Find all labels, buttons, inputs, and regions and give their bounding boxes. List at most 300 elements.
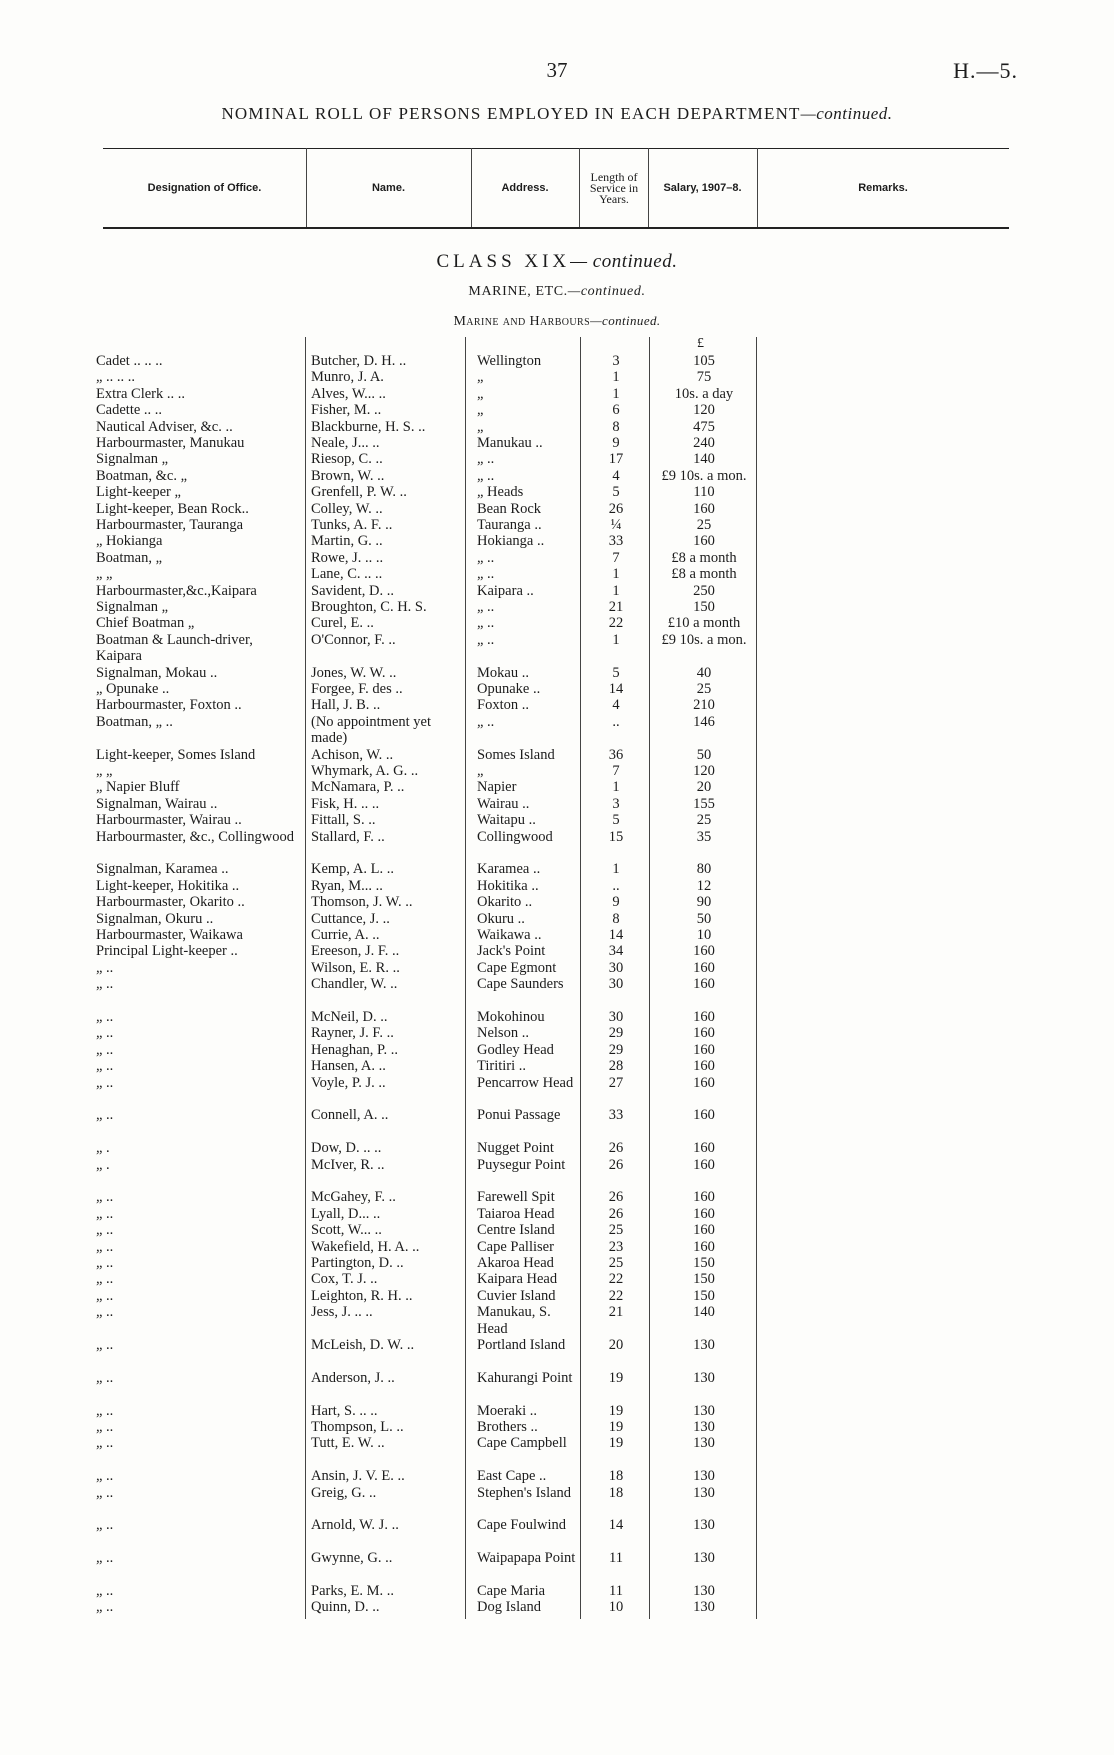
salary-cell: £10 a month bbox=[667, 615, 741, 632]
salary-cell: 160 bbox=[693, 1074, 715, 1091]
address-cell: Waikawa .. bbox=[477, 927, 542, 943]
address-cell: „ .. bbox=[477, 549, 495, 566]
years-cell: ¼ bbox=[610, 517, 622, 533]
address-cell: Waipapapa Point bbox=[477, 1550, 576, 1567]
salary-cell: 160 bbox=[693, 959, 715, 976]
name-cell: Dow, D. .. .. bbox=[311, 1140, 382, 1157]
salary-cell: 160 bbox=[693, 1107, 715, 1124]
salary-cell: 20 bbox=[696, 779, 712, 796]
name-cell: Anderson, J. .. bbox=[311, 1369, 395, 1386]
years-cell: 1 bbox=[612, 566, 620, 583]
salary-cell: 130 bbox=[693, 1369, 715, 1386]
name-cell: McNeil, D. .. bbox=[311, 1009, 388, 1025]
salary-cell: 160 bbox=[693, 1238, 715, 1255]
designation-cell: „ .. bbox=[96, 976, 114, 993]
years-cell: 20 bbox=[608, 1337, 624, 1353]
address-cell: Kaipara Head bbox=[477, 1271, 558, 1288]
designation-cell: „ .. bbox=[96, 1238, 114, 1255]
years-cell: 15 bbox=[608, 828, 624, 845]
page-title-suffix: —continued. bbox=[800, 104, 893, 123]
years-cell: 11 bbox=[609, 1550, 623, 1567]
years-cell: 21 bbox=[608, 599, 624, 615]
designation-cell: Signalman „ bbox=[96, 599, 169, 615]
address-cell: Portland Island bbox=[477, 1337, 566, 1353]
name-cell: Fisher, M. .. bbox=[311, 402, 382, 419]
years-cell: 3 bbox=[612, 795, 620, 812]
designation-cell: „ .. bbox=[96, 1550, 114, 1567]
section-subtitle bbox=[0, 284, 1114, 300]
name-cell: Hart, S. .. .. bbox=[311, 1402, 378, 1419]
salary-cell: 130 bbox=[693, 1468, 715, 1485]
salary-cell: 140 bbox=[693, 451, 715, 468]
years-cell: 30 bbox=[608, 959, 624, 976]
designation-cell: „ .. bbox=[96, 1435, 114, 1452]
address-cell: „ Heads bbox=[477, 484, 524, 501]
years-cell: 1 bbox=[612, 582, 620, 599]
name-cell: Curel, E. .. bbox=[311, 615, 374, 632]
years-cell: 26 bbox=[608, 1140, 624, 1157]
years-cell: 4 bbox=[612, 467, 620, 484]
years-cell: 22 bbox=[608, 615, 624, 632]
years-cell: 1 bbox=[612, 861, 620, 878]
address-cell: Jack's Point bbox=[477, 943, 546, 960]
designation-cell: „ .. bbox=[96, 1304, 114, 1321]
address-cell: Hokitika .. bbox=[477, 877, 539, 894]
designation-cell: Harbourmaster, Tauranga bbox=[96, 517, 244, 533]
salary-cell: 160 bbox=[693, 976, 715, 993]
salary-cell: 120 bbox=[693, 763, 715, 779]
designation-cell: „ Hokianga bbox=[96, 533, 163, 550]
salary-cell: £8 a month bbox=[671, 566, 737, 583]
designation-cell: „ .. bbox=[96, 1337, 114, 1353]
years-cell: 4 bbox=[612, 697, 620, 714]
years-cell: 22 bbox=[608, 1271, 624, 1288]
name-cell: Grenfell, P. W. .. bbox=[311, 484, 407, 501]
name-cell: McGahey, F. .. bbox=[311, 1189, 396, 1206]
salary-cell: 160 bbox=[693, 1156, 715, 1173]
address-cell: Karamea .. bbox=[477, 861, 541, 878]
years-cell: 21 bbox=[608, 1304, 624, 1321]
body-divider bbox=[305, 337, 306, 1619]
designation-cell: Harbourmaster, Manukau bbox=[96, 435, 245, 451]
name-cell: Kemp, A. L. .. bbox=[311, 861, 394, 878]
class-title-suffix: — continued. bbox=[570, 251, 678, 272]
years-cell: 1 bbox=[612, 385, 620, 402]
address-cell: Mokohinou bbox=[477, 1009, 545, 1025]
years-cell: 19 bbox=[608, 1419, 624, 1435]
column-header-name: Name. bbox=[371, 182, 406, 194]
designation-cell: Signalman, Karamea .. bbox=[96, 861, 229, 878]
address-cell: Cape Maria bbox=[477, 1583, 546, 1599]
salary-cell: 240 bbox=[693, 435, 715, 451]
salary-cell: £9 10s. a mon. bbox=[661, 631, 747, 648]
address-cell: Dog Island bbox=[477, 1599, 542, 1616]
years-cell: 7 bbox=[612, 549, 620, 566]
designation-cell: Cadet .. .. .. bbox=[96, 353, 163, 369]
designation-cell: Principal Light-keeper .. bbox=[96, 943, 238, 960]
salary-cell: 120 bbox=[693, 402, 715, 419]
address-cell: Somes Island bbox=[477, 746, 555, 763]
name-cell: Savident, D. .. bbox=[311, 582, 394, 599]
name-cell: Thompson, L. .. bbox=[311, 1419, 404, 1435]
designation-cell: Cadette .. .. bbox=[96, 402, 163, 419]
name-cell: Fisk, H. .. .. bbox=[311, 795, 380, 812]
address-cell: Cape Campbell bbox=[477, 1435, 567, 1452]
address-cell: Nugget Point bbox=[477, 1140, 554, 1157]
address-cell: Mokau .. bbox=[477, 664, 529, 681]
name-cell: Parks, E. M. .. bbox=[311, 1583, 394, 1599]
years-cell: 10 bbox=[608, 1599, 624, 1616]
name-cell: Brown, W. .. bbox=[311, 467, 385, 484]
salary-cell: 160 bbox=[693, 533, 715, 550]
designation-cell: Boatman, „ bbox=[96, 549, 163, 566]
salary-cell: 130 bbox=[693, 1337, 715, 1353]
column-header-remarks: Remarks. bbox=[858, 182, 908, 194]
address-cell: „ .. bbox=[477, 631, 495, 648]
address-cell: Nelson .. bbox=[477, 1025, 529, 1042]
address-cell: Centre Island bbox=[477, 1222, 555, 1239]
address-cell: Manukau .. bbox=[477, 435, 543, 451]
address-cell: „ bbox=[477, 763, 484, 779]
designation-cell: „ .. bbox=[96, 1517, 114, 1534]
years-cell: 27 bbox=[608, 1074, 624, 1091]
salary-cell: 12 bbox=[696, 877, 712, 894]
salary-cell: 90 bbox=[696, 894, 712, 911]
address-cell: Bean Rock bbox=[477, 500, 542, 517]
name-cell: Voyle, P. J. .. bbox=[311, 1074, 386, 1091]
designation-cell: Boatman, &c. „ bbox=[96, 467, 188, 484]
salary-cell: 160 bbox=[693, 1222, 715, 1239]
years-cell: 26 bbox=[608, 500, 624, 517]
salary-cell: 130 bbox=[693, 1402, 715, 1419]
section-subtitle-suffix: —continued. bbox=[567, 284, 646, 299]
address-cell: Opunake .. bbox=[477, 681, 541, 697]
name-cell: Lane, C. .. .. bbox=[311, 566, 383, 583]
salary-cell: 160 bbox=[693, 1041, 715, 1058]
designation-cell: Extra Clerk .. .. bbox=[96, 385, 185, 402]
designation-cell: „ .. bbox=[96, 1058, 114, 1075]
salary-cell: 25 bbox=[696, 517, 712, 533]
years-cell: 33 bbox=[608, 533, 624, 550]
name-cell: Jones, W. W. .. bbox=[311, 664, 397, 681]
address-cell: Pencarrow Head bbox=[477, 1074, 574, 1091]
years-cell: 11 bbox=[609, 1583, 623, 1599]
designation-cell: Harbourmaster, Waikawa bbox=[96, 927, 243, 943]
name-cell: Arnold, W. J. .. bbox=[311, 1517, 399, 1534]
designation-cell: Harbourmaster, &c., Collingwood bbox=[96, 828, 294, 845]
name-cell: Blackburne, H. S. .. bbox=[311, 418, 426, 435]
name-cell: Lyall, D... .. bbox=[311, 1205, 381, 1222]
salary-cell: 130 bbox=[693, 1550, 715, 1567]
address-cell: „ .. bbox=[477, 599, 495, 615]
designation-cell: „ „ bbox=[96, 763, 113, 779]
name-cell: (No appointment yet made) bbox=[311, 713, 432, 747]
name-cell: Munro, J. A. bbox=[311, 369, 384, 386]
name-cell: Thomson, J. W. .. bbox=[311, 894, 413, 911]
address-cell: „ bbox=[477, 402, 484, 419]
name-cell: Quinn, D. .. bbox=[311, 1599, 380, 1616]
salary-cell: 130 bbox=[693, 1583, 715, 1599]
salary-cell: 250 bbox=[693, 582, 715, 599]
address-cell: „ .. bbox=[477, 467, 495, 484]
salary-cell: 160 bbox=[693, 1189, 715, 1206]
years-cell: 1 bbox=[612, 779, 620, 796]
address-cell: „ .. bbox=[477, 615, 495, 632]
salary-cell: 150 bbox=[693, 599, 715, 615]
years-cell: 6 bbox=[612, 402, 620, 419]
years-cell: 9 bbox=[612, 894, 620, 911]
address-cell: Stephen's Island bbox=[477, 1484, 572, 1501]
designation-cell: „ . bbox=[96, 1140, 110, 1157]
name-cell: Wakefield, H. A. .. bbox=[311, 1238, 420, 1255]
name-cell: Rayner, J. F. .. bbox=[311, 1025, 394, 1042]
name-cell: Broughton, C. H. S. bbox=[311, 599, 427, 615]
designation-cell: „ .. bbox=[96, 1074, 114, 1091]
address-cell: „ bbox=[477, 385, 484, 402]
address-cell: „ bbox=[477, 418, 484, 435]
address-cell: East Cape .. bbox=[477, 1468, 547, 1485]
years-cell: 1 bbox=[612, 369, 620, 386]
salary-cell: 105 bbox=[693, 353, 715, 369]
class-title-text: CLASS XIX bbox=[436, 251, 571, 272]
years-cell: 7 bbox=[612, 763, 620, 779]
salary-cell: 160 bbox=[693, 1140, 715, 1157]
years-cell: 8 bbox=[612, 910, 620, 927]
salary-cell: £8 a month bbox=[671, 549, 737, 566]
years-cell: 14 bbox=[608, 927, 624, 943]
name-cell: Hall, J. B. .. bbox=[311, 697, 381, 714]
designation-cell: Light-keeper, Hokitika .. bbox=[96, 877, 240, 894]
salary-cell: 160 bbox=[693, 1025, 715, 1042]
address-cell: Okarito .. bbox=[477, 894, 533, 911]
salary-cell: 150 bbox=[693, 1271, 715, 1288]
address-cell: Kahurangi Point bbox=[477, 1369, 573, 1386]
years-cell: .. bbox=[612, 877, 620, 894]
address-cell: Wairau .. bbox=[477, 795, 530, 812]
years-cell: 19 bbox=[608, 1435, 624, 1452]
designation-cell: Light-keeper, Somes Island bbox=[96, 746, 256, 763]
address-cell: Ponui Passage bbox=[477, 1107, 561, 1124]
salary-cell: 10s. a day bbox=[674, 385, 734, 402]
years-cell: 5 bbox=[612, 484, 620, 501]
salary-cell: 75 bbox=[696, 369, 712, 386]
designation-cell: Nautical Adviser, &c. .. bbox=[96, 418, 233, 435]
address-cell: Okuru .. bbox=[477, 910, 525, 927]
salary-cell: 35 bbox=[696, 828, 712, 845]
column-header-length: Length of Service in Years. bbox=[589, 169, 639, 206]
designation-cell: Boatman, „ .. bbox=[96, 713, 173, 730]
salary-cell: 160 bbox=[693, 1058, 715, 1075]
salary-cell: 10 bbox=[696, 927, 712, 943]
body-divider bbox=[465, 337, 466, 1619]
name-cell: Tunks, A. F. .. bbox=[311, 517, 393, 533]
body-divider bbox=[756, 337, 757, 1619]
salary-cell: 210 bbox=[693, 697, 715, 714]
designation-cell: Harbourmaster, Wairau .. bbox=[96, 812, 242, 829]
name-cell: Scott, W... .. bbox=[311, 1222, 382, 1239]
designation-cell: „ .. bbox=[96, 1271, 114, 1288]
designation-cell: „ .. bbox=[96, 1189, 114, 1206]
designation-cell: „ Opunake .. bbox=[96, 681, 170, 697]
salary-cell: 130 bbox=[693, 1599, 715, 1616]
body-divider bbox=[649, 337, 650, 1619]
name-cell: Whymark, A. G. .. bbox=[311, 763, 419, 779]
name-cell: Forgee, F. des .. bbox=[311, 681, 403, 697]
name-cell: McIver, R. .. bbox=[311, 1156, 385, 1173]
section-subsubtitle bbox=[0, 313, 1114, 330]
header-top-rule bbox=[103, 148, 1009, 149]
column-header-address: Address. bbox=[501, 182, 549, 194]
address-cell: Waitapu .. bbox=[477, 812, 536, 829]
name-cell: Connell, A. .. bbox=[311, 1107, 389, 1124]
designation-cell: „ .. bbox=[96, 1419, 114, 1435]
years-cell: 14 bbox=[608, 681, 624, 697]
designation-cell: „ .. bbox=[96, 1484, 114, 1501]
name-cell: McNamara, P. .. bbox=[311, 779, 405, 796]
name-cell: Fittall, S. .. bbox=[311, 812, 376, 829]
address-cell: Hokianga .. bbox=[477, 533, 545, 550]
section-subsubtitle-text: Marine and Harbours bbox=[453, 314, 591, 329]
name-cell: Tutt, E. W. .. bbox=[311, 1435, 385, 1452]
salary-cell: 130 bbox=[693, 1484, 715, 1501]
address-cell: Tauranga .. bbox=[477, 517, 542, 533]
years-cell: 34 bbox=[608, 943, 624, 960]
name-cell: McLeish, D. W. .. bbox=[311, 1337, 415, 1353]
designation-cell: Harbourmaster, Foxton .. bbox=[96, 697, 242, 714]
designation-cell: „ .. bbox=[96, 1255, 114, 1271]
page-title-text: NOMINAL ROLL OF PERSONS EMPLOYED IN EACH DEPARTMENT bbox=[221, 104, 801, 123]
name-cell: Leighton, R. H. .. bbox=[311, 1287, 413, 1304]
salary-cell: 25 bbox=[696, 681, 712, 697]
years-cell: 17 bbox=[608, 451, 624, 468]
salary-cell: 40 bbox=[696, 664, 712, 681]
salary-cell: 160 bbox=[693, 1009, 715, 1025]
address-cell: Wellington bbox=[477, 353, 542, 369]
name-cell: Jess, J. .. .. bbox=[311, 1304, 373, 1321]
designation-cell: Signalman „ bbox=[96, 451, 169, 468]
salary-cell: 80 bbox=[696, 861, 712, 878]
designation-cell: Light-keeper, Bean Rock.. bbox=[96, 500, 249, 517]
name-cell: Partington, D. .. bbox=[311, 1255, 404, 1271]
designation-cell: „ . bbox=[96, 1156, 110, 1173]
years-cell: 23 bbox=[608, 1238, 624, 1255]
name-cell: O'Connor, F. .. bbox=[311, 631, 396, 648]
salary-cell: 130 bbox=[693, 1517, 715, 1534]
address-cell: Brothers .. bbox=[477, 1419, 538, 1435]
designation-cell: „ .. bbox=[96, 1222, 114, 1239]
address-cell: Farewell Spit bbox=[477, 1189, 555, 1206]
column-header-salary: Salary, 1907–8. bbox=[663, 182, 742, 194]
designation-cell: „ .. bbox=[96, 1025, 114, 1042]
salary-cell: 130 bbox=[693, 1435, 715, 1452]
years-cell: 5 bbox=[612, 812, 620, 829]
years-cell: 19 bbox=[608, 1402, 624, 1419]
years-cell: 33 bbox=[608, 1107, 624, 1124]
designation-cell: „ .. bbox=[96, 1107, 114, 1124]
salary-cell: 155 bbox=[693, 795, 715, 812]
currency-symbol: £ bbox=[697, 336, 704, 351]
designation-cell: „ .. bbox=[96, 959, 114, 976]
designation-cell: Chief Boatman „ bbox=[96, 615, 195, 632]
designation-cell: „ .. bbox=[96, 1041, 114, 1058]
designation-cell: „ „ bbox=[96, 566, 113, 583]
name-cell: Alves, W... .. bbox=[311, 385, 386, 402]
address-cell: Taiaroa Head bbox=[477, 1205, 555, 1222]
designation-cell: „ .. bbox=[96, 1402, 114, 1419]
years-cell: 25 bbox=[608, 1255, 624, 1271]
header-divider bbox=[579, 148, 580, 227]
years-cell: 26 bbox=[608, 1189, 624, 1206]
salary-cell: 160 bbox=[693, 1205, 715, 1222]
designation-cell: Boatman & Launch-driver, Kaipara bbox=[96, 631, 253, 665]
address-cell: Cape Foulwind bbox=[477, 1517, 567, 1534]
name-cell: Cox, T. J. .. bbox=[311, 1271, 378, 1288]
address-cell: Cape Saunders bbox=[477, 976, 564, 993]
years-cell: 25 bbox=[608, 1222, 624, 1239]
address-cell: Foxton .. bbox=[477, 697, 529, 714]
salary-cell: 130 bbox=[693, 1419, 715, 1435]
name-cell: Ereeson, J. F. .. bbox=[311, 943, 400, 960]
years-cell: 18 bbox=[608, 1484, 624, 1501]
address-cell: Godley Head bbox=[477, 1041, 554, 1058]
designation-cell: „ .. bbox=[96, 1369, 114, 1386]
name-cell: Hansen, A. .. bbox=[311, 1058, 386, 1075]
years-cell: 14 bbox=[608, 1517, 624, 1534]
designation-cell: „ Napier Bluff bbox=[96, 779, 180, 796]
salary-cell: 150 bbox=[693, 1255, 715, 1271]
address-cell: Napier bbox=[477, 779, 517, 796]
years-cell: 28 bbox=[608, 1058, 624, 1075]
years-cell: 30 bbox=[608, 1009, 624, 1025]
name-cell: Henaghan, P. .. bbox=[311, 1041, 398, 1058]
address-cell: Cape Palliser bbox=[477, 1238, 554, 1255]
name-cell: Gwynne, G. .. bbox=[311, 1550, 393, 1567]
designation-cell: „ .. .. .. bbox=[96, 369, 136, 386]
address-cell: Akaroa Head bbox=[477, 1255, 554, 1271]
address-cell: Tiritiri .. bbox=[477, 1058, 527, 1075]
name-cell: Greig, G. .. bbox=[311, 1484, 377, 1501]
salary-cell: £9 10s. a mon. bbox=[661, 467, 747, 484]
name-cell: Neale, J... .. bbox=[311, 435, 380, 451]
years-cell: 3 bbox=[612, 353, 620, 369]
years-cell: 26 bbox=[608, 1156, 624, 1173]
designation-cell: „ .. bbox=[96, 1599, 114, 1616]
name-cell: Currie, A. .. bbox=[311, 927, 380, 943]
years-cell: 36 bbox=[608, 746, 624, 763]
salary-cell: 475 bbox=[693, 418, 715, 435]
salary-cell: 150 bbox=[693, 1287, 715, 1304]
name-cell: Ryan, M... .. bbox=[311, 877, 383, 894]
years-cell: 8 bbox=[612, 418, 620, 435]
body-divider bbox=[580, 337, 581, 1619]
address-cell: Puysegur Point bbox=[477, 1156, 566, 1173]
address-cell: Manukau, S. Head bbox=[477, 1304, 551, 1337]
section-subtitle-text: MARINE, ETC. bbox=[468, 284, 568, 299]
designation-cell: „ .. bbox=[96, 1468, 114, 1485]
class-title bbox=[0, 251, 1114, 273]
name-cell: Rowe, J. .. .. bbox=[311, 549, 384, 566]
salary-cell: 110 bbox=[693, 484, 715, 501]
years-cell: 18 bbox=[608, 1468, 624, 1485]
page-number: 37 bbox=[546, 58, 568, 82]
years-cell: 29 bbox=[608, 1025, 624, 1042]
years-cell: 5 bbox=[612, 664, 620, 681]
address-cell: Moeraki .. bbox=[477, 1402, 537, 1419]
address-cell: Collingwood bbox=[477, 828, 553, 845]
designation-cell: Light-keeper „ bbox=[96, 484, 181, 501]
header-bottom-rule bbox=[103, 227, 1009, 229]
years-cell: 30 bbox=[608, 976, 624, 993]
